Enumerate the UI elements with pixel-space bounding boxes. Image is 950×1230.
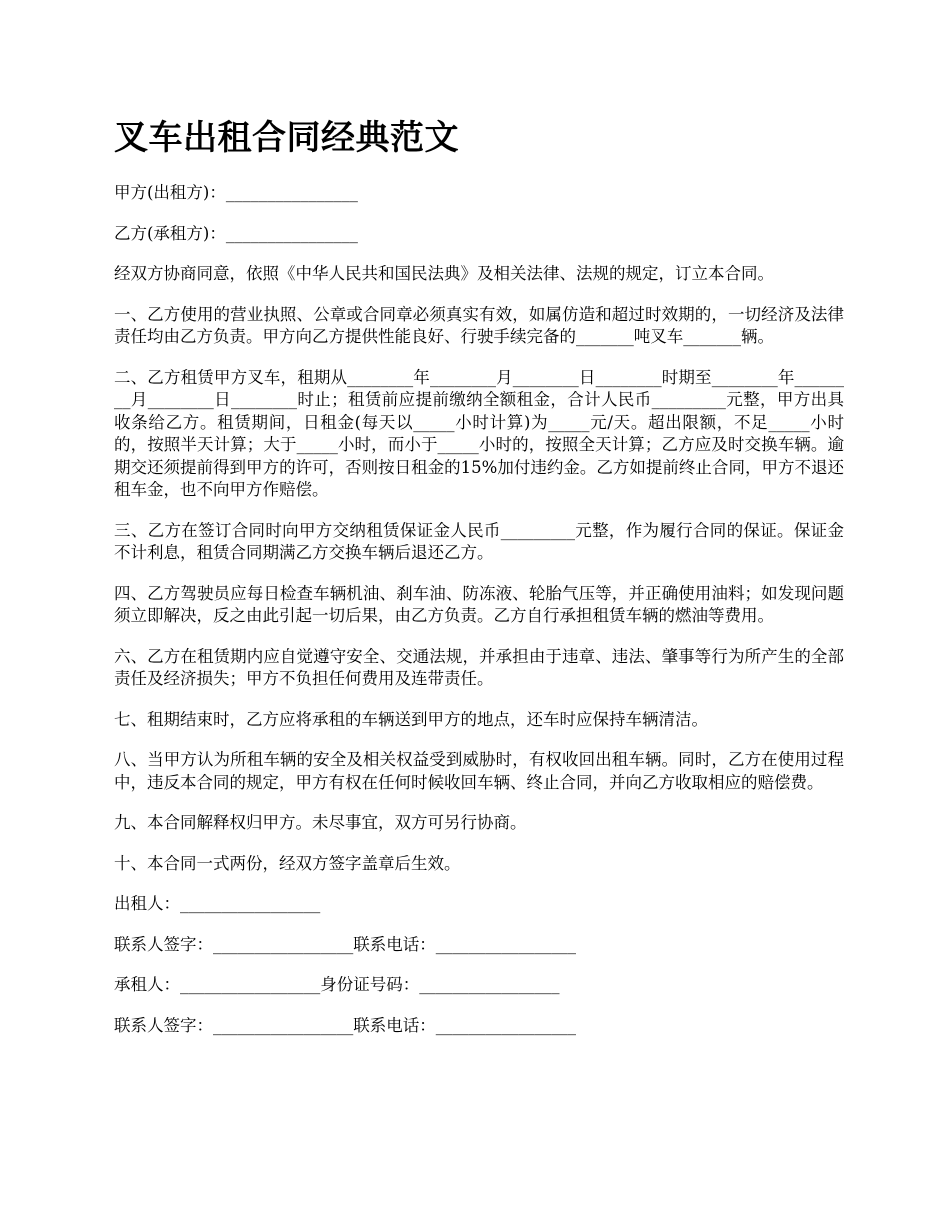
intro-paragraph: 经双方协商同意，依照《中华人民共和国民法典》及相关法律、法规的规定，订立本合同。: [114, 264, 774, 283]
clause-7: 七、租期结束时，乙方应将承租的车辆送到甲方的地点，还车时应保持车辆清洁。: [114, 709, 708, 729]
clause-4: 四、乙方驾驶员应每日检查车辆机油、刹车油、防冻液、轮胎气压等，并正确使用油料；如发现问题须立即解决，反之由此引起一切后果，由乙方负责。乙方自行承担租赁车辆的燃油等费用。: [114, 583, 844, 625]
clause-6: 六、乙方在租赁期内应自觉遵守安全、交通法规，并承担由于违章、违法、肇事等行为所产生的全部责任及经济损失；甲方不负担任何费用及连带责任。: [114, 646, 844, 688]
lessor-contact-line: 联系人签字：_________________联系电话：_________________: [114, 934, 576, 954]
clause-9: 九、本合同解释权归甲方。未尽事宜，双方可另行协商。: [114, 813, 527, 832]
party-a-line: 甲方(出租方)：________________: [114, 183, 358, 202]
party-b-line: 乙方(承租方)：________________: [114, 223, 358, 243]
clause-1: 一、乙方使用的营业执照、公章或合同章必须真实有效，如属仿造和超过时效期的，一切经济及法律责任均由乙方负责。甲方向乙方提供性能良好、行驶手续完备的_______吨叉车_______辆。: [114, 304, 844, 346]
document-title: 叉车出租合同经典范文: [114, 118, 459, 158]
lessor-signature-line: 出租人：_________________: [114, 894, 321, 913]
clause-8: 八、当甲方认为所租车辆的安全及相关权益受到威胁时，有权收回出租车辆。同时，乙方在使用过程中，违反本合同的规定，甲方有权在任何时候收回车辆、终止合同，并向乙方收取相应的赔偿费。: [114, 750, 844, 792]
clause-10: 十、本合同一式两份，经双方签字盖章后生效。: [114, 853, 461, 873]
lessee-contact-line: 联系人签字：_________________联系电话：_________________: [114, 1015, 576, 1035]
contract-document: [114, 110, 844, 1055]
clause-3: 三、乙方在签订合同时向甲方交纳租赁保证金人民币_________元整，作为履行合同的保证。保证金不计利息，租赁合同期满乙方交换车辆后退还乙方。: [114, 520, 844, 562]
clause-2: 二、乙方租赁甲方叉车，租期从________年________月________日________时期至________年________月________日________时止；租赁前应提前缴纳全额租金，合计人民币_________元整，甲方出具收条给乙方。租赁期间，日租金(每天以_____小时计算)为_____元/天。超出限额，不足_____小时的，按照半天计算；大于_____小时，而小于_____小时的，按照全天计算；乙方应及时交换车辆。逾期交还须提前得到甲方的许可，否则按日租金的15%加付违约金。乙方如提前终止合同，甲方不退还租车金，也不向甲方作赔偿。: [114, 367, 844, 499]
lessee-signature-line: 承租人：_________________身份证号码：_________________: [114, 975, 560, 994]
